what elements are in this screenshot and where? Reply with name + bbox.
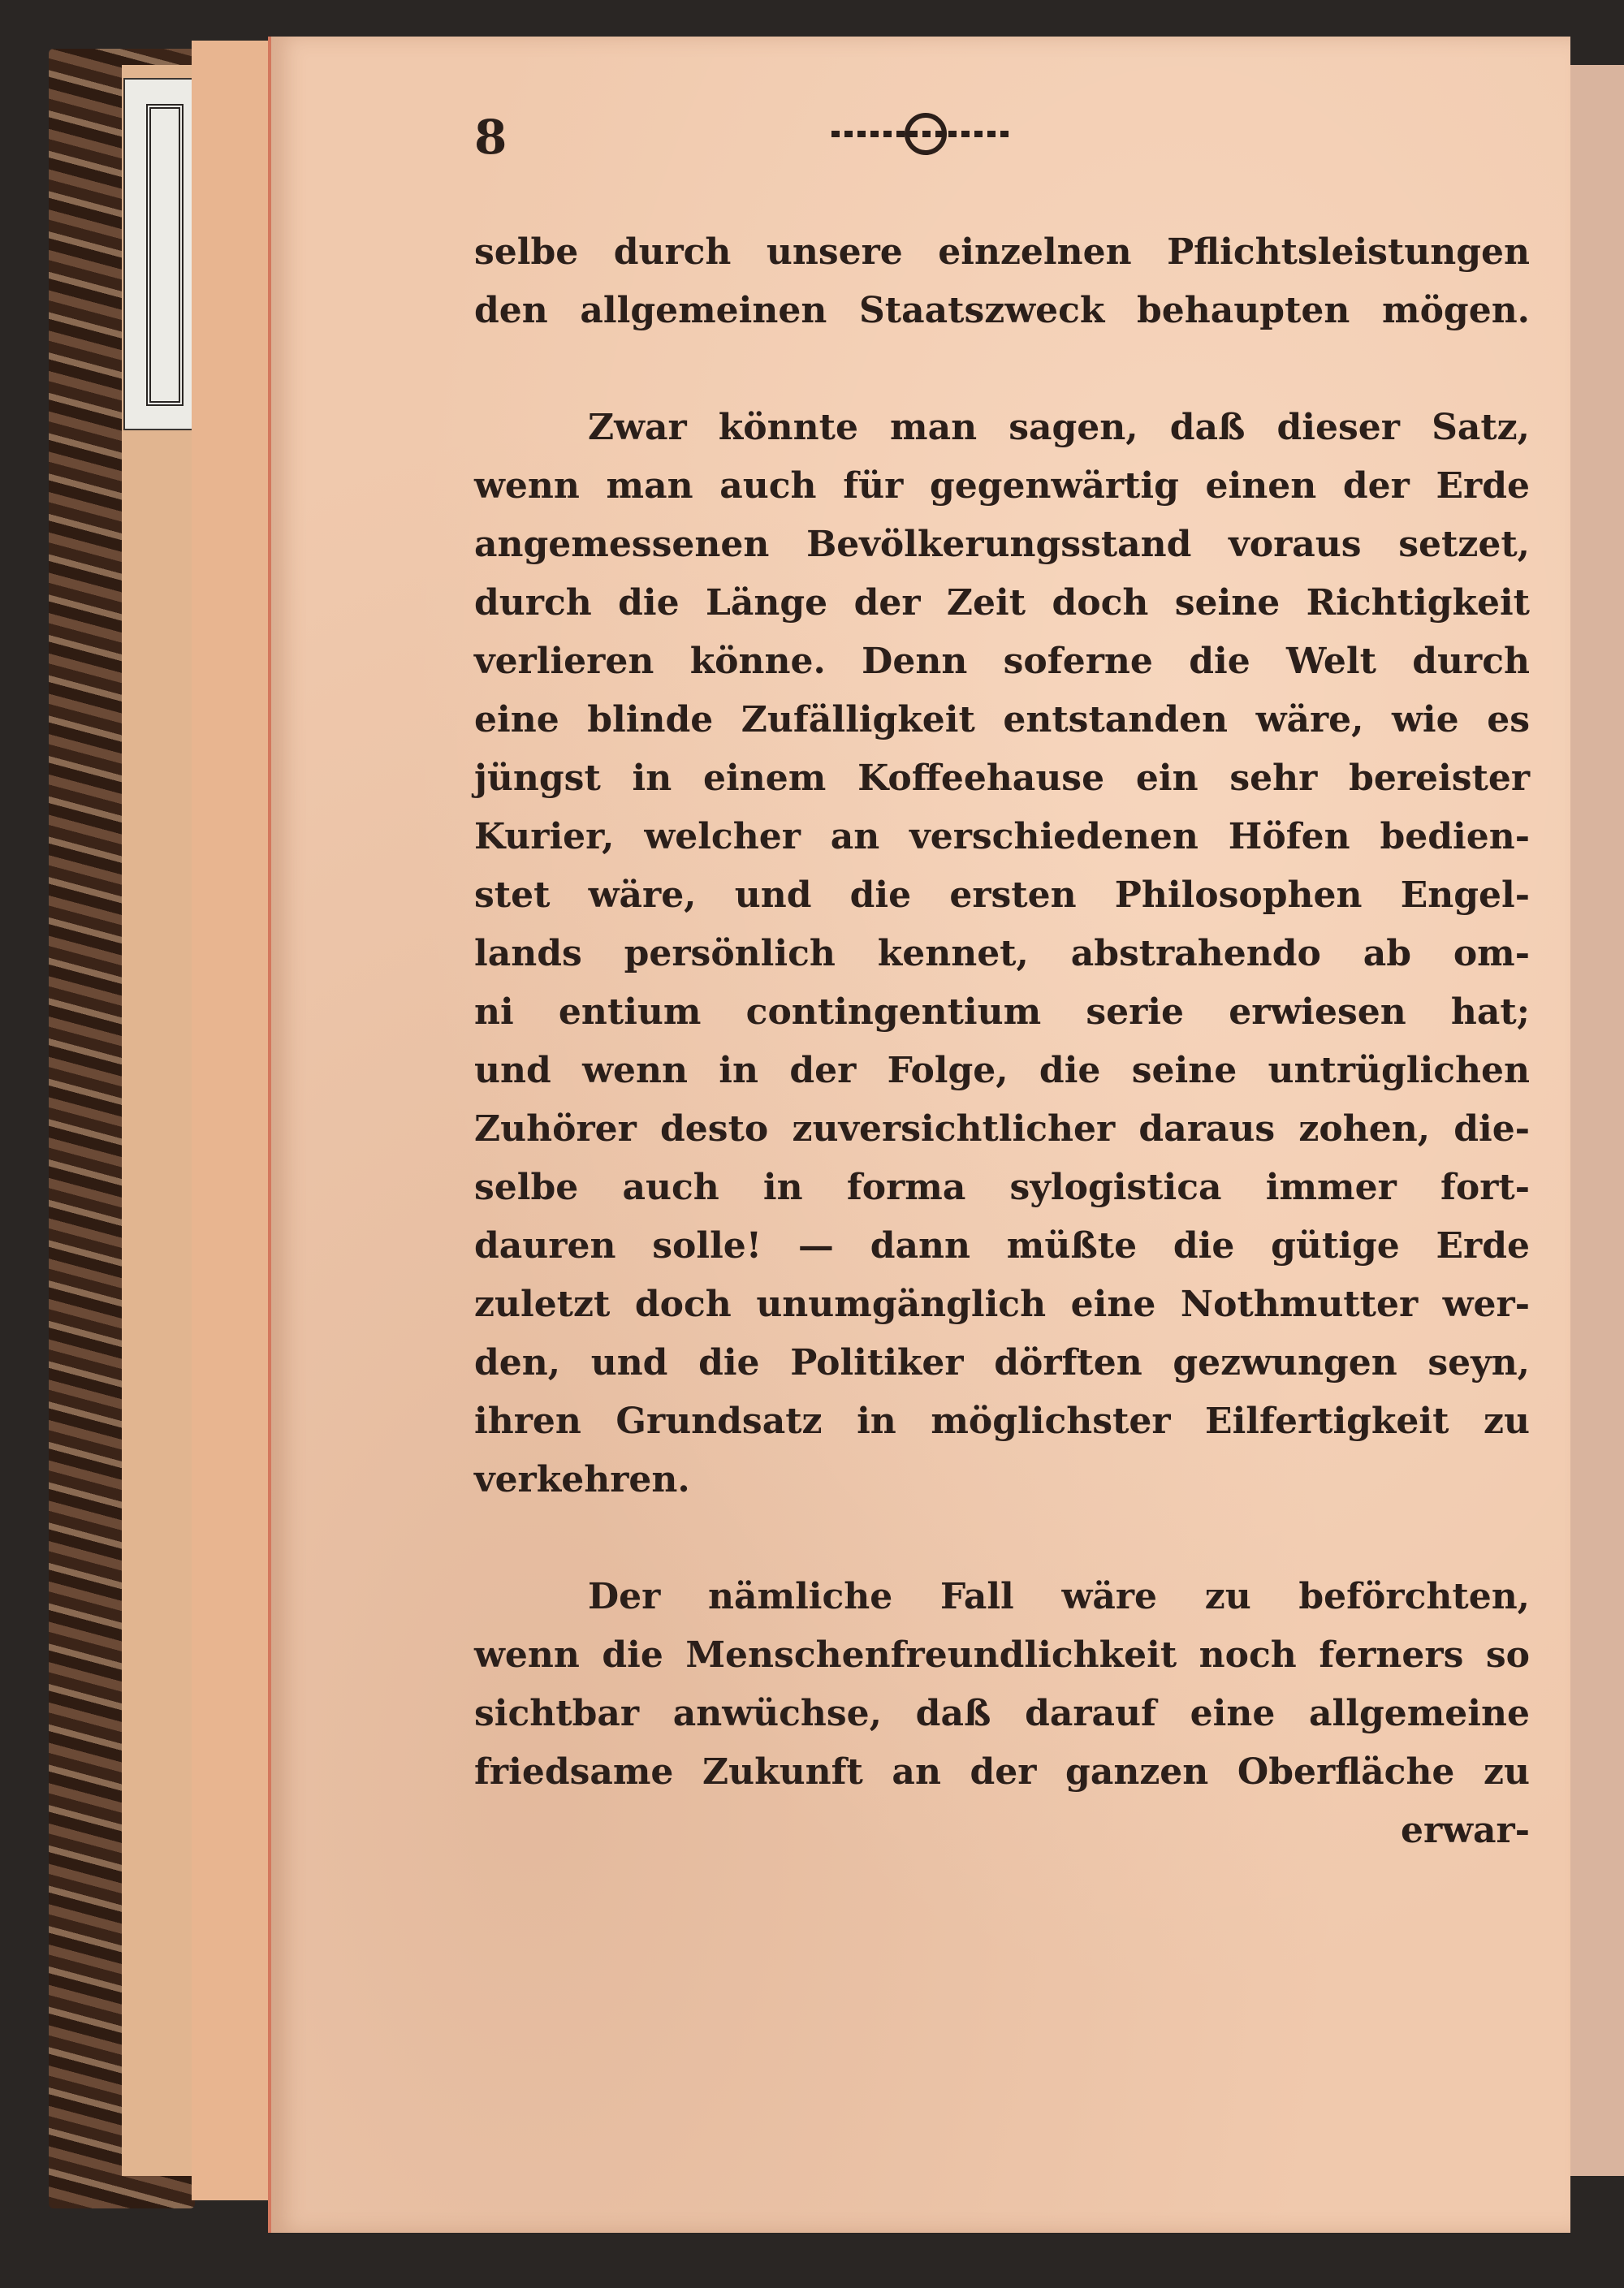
paragraph-3	[474, 1568, 1530, 1802]
text-line: selbe durch unsere einzelnen Pflichtsleistungen	[474, 231, 1530, 273]
page-number: 8	[474, 110, 508, 165]
paragraph-1	[474, 223, 1530, 340]
text-line: friedsame Zukunft an der ganzen Oberfläche zu	[474, 1751, 1530, 1793]
text-line: eine blinde Zufälligkeit entstanden wäre, wie es	[474, 699, 1530, 740]
text-line: jüngst in einem Koffeehause ein sehr bereister	[474, 758, 1530, 799]
text-line: den, und die Politiker dörften gezwungen seyn,	[474, 1342, 1530, 1384]
body-text	[474, 223, 1530, 1860]
text-line: durch die Länge der Zeit doch seine Richtigkeit	[474, 582, 1530, 624]
text-line: verkehren.	[474, 1459, 690, 1500]
page-header	[474, 110, 1530, 175]
text-line: sichtbar anwüchse, daß darauf eine allgemeine	[474, 1693, 1530, 1734]
text-line: stet wäre, und die ersten Philosophen Engel-	[474, 874, 1530, 916]
text-line: dauren solle! — dann müßte die gütige Erde	[474, 1225, 1530, 1267]
catchword: erwar-	[1400, 1810, 1530, 1851]
text-line: wenn man auch für gegenwärtig einen der Erde	[474, 465, 1530, 507]
text-line: ihren Grundsatz in möglichster Eilfertigkeit zu	[474, 1401, 1530, 1442]
text-line: verlieren könne. Denn soferne die Welt durch	[474, 641, 1530, 682]
text-line: angemessenen Bevölkerungsstand voraus setzet,	[474, 524, 1530, 565]
text-line: und wenn in der Folge, die seine untrüglichen	[474, 1050, 1530, 1091]
text-line: Kurier, welcher an verschiedenen Höfen bedien-	[474, 816, 1530, 857]
text-line: Zwar könnte man sagen, daß dieser Satz,	[588, 407, 1530, 448]
paragraph-2	[474, 399, 1530, 1509]
header-ornament-icon	[831, 118, 1010, 150]
spine-label	[123, 78, 200, 430]
text-line: zuletzt doch unumgänglich eine Nothmutter wer-	[474, 1284, 1530, 1325]
text-line: Der nämliche Fall wäre zu beförchten,	[588, 1576, 1530, 1617]
text-line: selbe auch in forma sylogistica immer fort-	[474, 1167, 1530, 1208]
text-line: ni entium contingentium serie erwiesen hat;	[474, 991, 1530, 1033]
book-page	[268, 37, 1570, 2233]
ornament-flourish-icon	[905, 113, 947, 155]
text-line: lands persönlich kennet, abstrahendo ab om-	[474, 933, 1530, 974]
text-line: Zuhörer desto zuversichtlicher daraus zohen, die-	[474, 1108, 1530, 1150]
text-line: wenn die Menschenfreundlichkeit noch ferners so	[474, 1634, 1530, 1676]
text-line: den allgemeinen Staatszweck behaupten mögen.	[474, 290, 1530, 331]
